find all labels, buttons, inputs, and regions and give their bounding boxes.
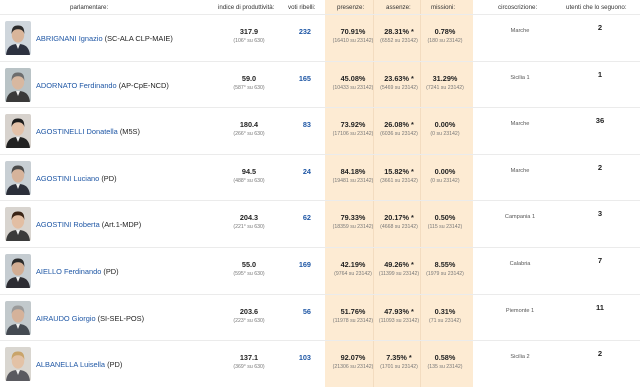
parliamentarian-name[interactable] xyxy=(36,174,117,183)
attendance-percent: 73.92% xyxy=(340,120,366,130)
header-missioni[interactable]: missioni: xyxy=(431,4,456,11)
surname[interactable]: AIELLO xyxy=(36,267,62,276)
missions-percent: 0.50% xyxy=(434,213,456,223)
followers-count: 2 xyxy=(597,23,603,32)
absence-percent: 26.08% * xyxy=(384,120,414,130)
constituency: Sicilia 2 xyxy=(510,354,530,361)
missions-count: (0 su 23142) xyxy=(430,177,460,184)
productivity-index: 204.3 xyxy=(239,213,259,223)
parliamentarian-name[interactable] xyxy=(36,220,141,229)
productivity-index: 94.5 xyxy=(241,166,257,176)
attendance-count: (19481 su 23142) xyxy=(332,177,374,184)
header-ribelli[interactable]: voti ribelli: xyxy=(288,4,316,11)
header-assenze[interactable]: assenze: xyxy=(386,4,411,11)
header-presenze[interactable]: presenze: xyxy=(337,4,365,11)
followers-count: 7 xyxy=(597,256,603,265)
absence-percent: 23.63% * xyxy=(384,73,414,83)
parliamentarian-name[interactable] xyxy=(36,267,119,276)
productivity-index: 137.1 xyxy=(239,353,259,363)
productivity-rank: (266° su 630) xyxy=(233,131,265,138)
attendance-percent: 84.18% xyxy=(340,166,366,176)
attendance-percent: 51.76% xyxy=(340,306,366,316)
first-name[interactable]: Roberta xyxy=(73,220,100,230)
missions-percent: 0.31% xyxy=(434,306,456,316)
table-row xyxy=(0,200,640,247)
absence-count: (1701 su 23142) xyxy=(380,364,418,371)
table-row xyxy=(0,340,640,387)
absence-count: (4668 su 23142) xyxy=(380,224,418,231)
missions-percent: 0.00% xyxy=(434,120,456,130)
absence-percent: 28.31% * xyxy=(384,27,414,36)
missions-percent: 31.29% xyxy=(432,73,458,83)
absence-count: (6036 su 23142) xyxy=(380,131,418,138)
attendance-percent: 42.19% xyxy=(340,260,366,269)
followers-count: 2 xyxy=(597,162,603,172)
productivity-index: 203.6 xyxy=(239,306,259,316)
avatar[interactable] xyxy=(5,68,31,102)
constituency: Sicilia 1 xyxy=(510,74,530,81)
avatar[interactable] xyxy=(5,161,31,195)
productivity-rank: (223° su 630) xyxy=(233,317,265,324)
attendance-percent: 45.08% xyxy=(340,73,366,83)
constituency: Piemonte 1 xyxy=(505,307,535,314)
missions-percent: 0.58% xyxy=(434,353,456,363)
avatar[interactable] xyxy=(5,347,31,381)
parliamentarian-name[interactable] xyxy=(36,127,140,136)
table-row xyxy=(0,294,640,341)
first-name[interactable]: Ferdinando xyxy=(79,80,117,90)
missions-count: (1979 su 23142) xyxy=(426,271,464,277)
constituency: Marche xyxy=(510,28,530,34)
missions-count: (180 su 23142) xyxy=(427,38,463,44)
parliamentarian-name[interactable] xyxy=(36,360,122,369)
rebel-votes-link[interactable]: 83 xyxy=(302,120,311,130)
absence-percent: 47.93% * xyxy=(384,306,414,316)
first-name[interactable]: Donatella xyxy=(86,127,118,137)
productivity-rank: (106° su 630) xyxy=(233,38,265,44)
party-group: (Art.1-MDP) xyxy=(101,220,142,230)
table-header xyxy=(0,0,640,14)
attendance-percent: 79.33% xyxy=(340,213,366,223)
absence-count: (6552 su 23142) xyxy=(380,38,418,44)
productivity-index: 180.4 xyxy=(239,120,259,130)
absence-percent: 49.26% * xyxy=(384,260,414,269)
table-row xyxy=(0,154,640,201)
attendance-percent: 92.07% xyxy=(340,353,366,363)
missions-count: (7241 su 23142) xyxy=(426,84,464,91)
constituency: Calabria xyxy=(509,261,531,267)
missions-count: (135 su 23142) xyxy=(427,364,463,371)
productivity-rank: (587° su 630) xyxy=(233,84,265,91)
surname[interactable]: ABRIGNANI xyxy=(36,34,77,43)
attendance-count: (21306 su 23142) xyxy=(332,364,374,371)
surname[interactable]: AGOSTINELLI xyxy=(36,127,85,137)
header-parlamentare[interactable]: parlamentare: xyxy=(70,4,109,11)
parliamentarian-name[interactable] xyxy=(36,81,169,90)
missions-percent: 0.78% xyxy=(434,27,456,36)
rebel-votes-link[interactable]: 169 xyxy=(298,260,311,269)
avatar[interactable] xyxy=(5,21,31,55)
missions-percent: 8.55% xyxy=(434,260,456,269)
surname[interactable]: ALBANELLA xyxy=(36,360,78,370)
productivity-rank: (221° su 630) xyxy=(233,224,265,231)
absence-percent: 20.17% * xyxy=(384,213,414,223)
productivity-index: 55.0 xyxy=(241,260,257,269)
rebel-votes-link[interactable]: 56 xyxy=(302,306,311,316)
productivity-index: 317.9 xyxy=(239,27,259,36)
table-row xyxy=(0,107,640,154)
absence-count: (11399 su 23142) xyxy=(378,271,420,277)
constituency: Marche xyxy=(510,121,530,128)
absence-count: (11093 su 23142) xyxy=(378,317,420,324)
attendance-count: (18359 su 23142) xyxy=(332,224,374,231)
constituency: Campania 1 xyxy=(504,214,536,221)
absence-count: (3661 su 23142) xyxy=(380,177,418,184)
table-row xyxy=(0,14,640,61)
followers-count: 3 xyxy=(597,209,603,219)
absence-percent: 15.82% * xyxy=(384,166,414,176)
absence-count: (5469 su 23142) xyxy=(380,84,418,91)
table-row xyxy=(0,247,640,294)
productivity-rank: (369° su 630) xyxy=(233,364,265,371)
missions-count: (115 su 23142) xyxy=(427,224,463,231)
header-circoscrizione[interactable]: circoscrizione: xyxy=(498,4,538,11)
first-name[interactable]: Ferdinando xyxy=(63,267,102,276)
rebel-votes-link[interactable]: 165 xyxy=(298,73,311,83)
attendance-percent: 70.91% xyxy=(340,27,366,36)
party-group: (PD) xyxy=(107,360,123,370)
rebel-votes-link[interactable]: 232 xyxy=(298,27,311,36)
missions-count: (71 su 23142) xyxy=(428,317,461,324)
party-group: (SC-ALA CLP-MAIE) xyxy=(104,34,173,43)
rebel-votes-link[interactable]: 24 xyxy=(302,166,311,176)
absence-percent: 7.35% * xyxy=(386,353,412,363)
party-group: (PD) xyxy=(103,267,119,276)
missions-percent: 0.00% xyxy=(434,166,456,176)
avatar[interactable] xyxy=(5,254,31,288)
parliamentarian-name[interactable] xyxy=(36,34,173,43)
first-name[interactable]: Ignazio xyxy=(78,34,103,43)
party-group: (M5S) xyxy=(119,127,140,137)
first-name[interactable]: Giorgio xyxy=(71,313,96,323)
followers-count: 2 xyxy=(597,349,603,359)
attendance-count: (9764 su 23142) xyxy=(334,271,372,277)
surname[interactable]: ADORNATO xyxy=(36,80,78,90)
productivity-rank: (488° su 630) xyxy=(233,177,265,184)
party-group: (SI-SEL-POS) xyxy=(97,313,145,323)
first-name[interactable]: Luisella xyxy=(79,360,106,370)
attendance-count: (10433 su 23142) xyxy=(332,84,374,91)
parliamentarian-name[interactable] xyxy=(36,314,144,323)
avatar[interactable] xyxy=(5,301,31,335)
productivity-index: 59.0 xyxy=(241,73,257,83)
attendance-count: (11978 su 23142) xyxy=(332,317,374,324)
surname[interactable]: AGOSTINI xyxy=(36,220,72,230)
header-indice[interactable]: indice di produttività: xyxy=(218,4,275,11)
first-name[interactable]: Luciano xyxy=(73,173,100,183)
surname[interactable]: AGOSTINI xyxy=(36,173,72,183)
party-group: (PD) xyxy=(101,173,117,183)
avatar[interactable] xyxy=(5,207,31,241)
attendance-count: (17106 su 23142) xyxy=(332,131,374,138)
surname[interactable]: AIRAUDO xyxy=(36,313,70,323)
attendance-count: (16410 su 23142) xyxy=(332,38,374,44)
header-utenti[interactable]: utenti che lo seguono: xyxy=(566,4,627,11)
avatar[interactable] xyxy=(5,114,31,148)
productivity-rank: (595° su 630) xyxy=(233,271,265,277)
rebel-votes-link[interactable]: 62 xyxy=(302,213,311,223)
followers-count: 36 xyxy=(595,116,605,126)
constituency: Marche xyxy=(510,167,530,174)
party-group: (AP-CpE-NCD) xyxy=(118,80,169,90)
followers-count: 11 xyxy=(595,302,605,312)
rebel-votes-link[interactable]: 103 xyxy=(298,353,311,363)
missions-count: (0 su 23142) xyxy=(430,131,460,138)
table-row xyxy=(0,61,640,108)
followers-count: 1 xyxy=(597,69,603,79)
